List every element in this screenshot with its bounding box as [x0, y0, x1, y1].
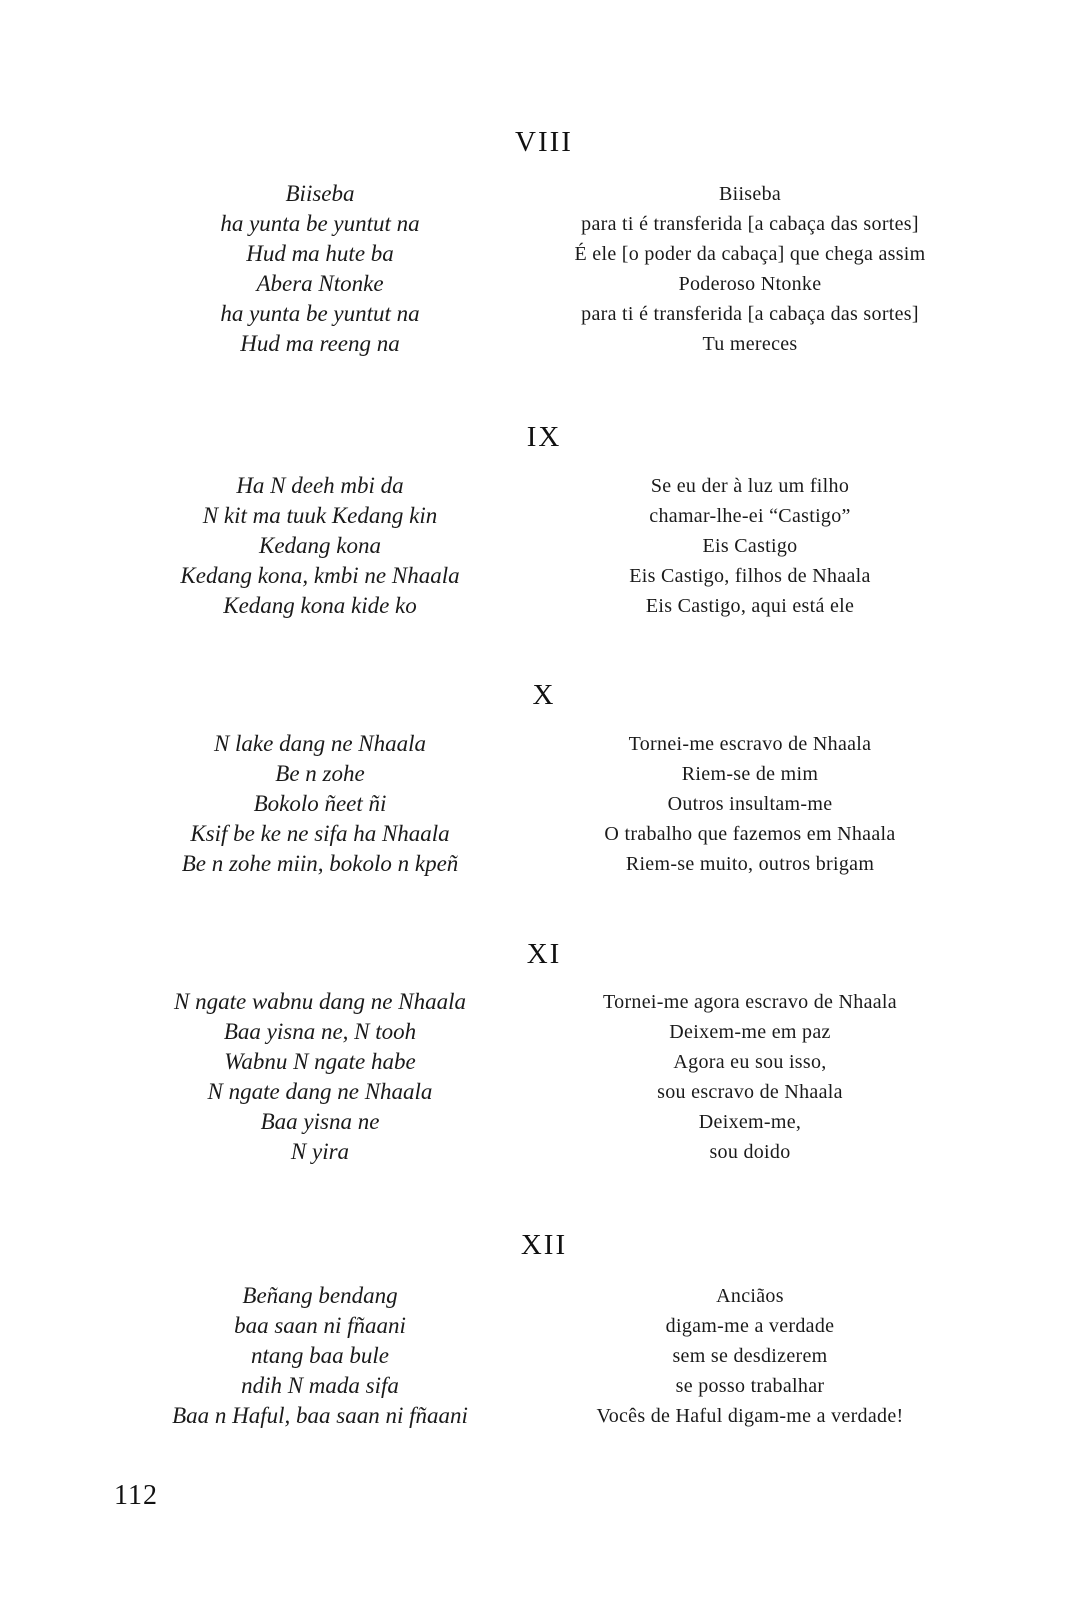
translation-stanza: [540, 987, 960, 1167]
translation-line: para ti é transferida [a cabaça das sortes]: [581, 213, 919, 235]
translation-line: chamar-lhe-ei “Castigo”: [649, 505, 851, 527]
original-line: ha yunta be yuntut na: [220, 211, 420, 236]
translation-line: Poderoso Ntonke: [678, 273, 822, 295]
original-line: Hud ma hute ba: [246, 241, 394, 266]
original-stanza: [120, 1281, 520, 1431]
translation-line: Eis Castigo, filhos de Nhaala: [629, 565, 871, 587]
page-number: 112: [114, 1480, 158, 1511]
original-stanza: [120, 987, 520, 1167]
original-line: Ksif be ke ne sifa ha Nhaala: [190, 821, 450, 846]
translation-stanza: [540, 1281, 960, 1431]
original-line: Ha N deeh mbi da: [236, 473, 404, 498]
translation-stanza: [540, 179, 960, 359]
original-line: N ngate wabnu dang ne Nhaala: [174, 989, 466, 1014]
original-stanza: [120, 729, 520, 879]
original-line: ndih N mada sifa: [241, 1373, 399, 1398]
translation-line: Outros insultam-me: [667, 793, 833, 815]
original-line: Biiseba: [285, 181, 355, 206]
section-numeral: XI: [526, 938, 562, 970]
original-line: Bokolo ñeet ñi: [253, 791, 387, 816]
section-numeral: XII: [520, 1229, 568, 1261]
translation-line: Eis Castigo, aqui está ele: [645, 595, 855, 617]
original-line: Baa n Haful, baa saan ni fñaani: [172, 1403, 468, 1428]
translation-line: digam-me a verdade: [665, 1315, 835, 1337]
original-line: N kit ma tuuk Kedang kin: [202, 503, 438, 528]
original-line: Baa yisna ne: [260, 1109, 380, 1134]
original-line: Beñang bendang: [242, 1283, 398, 1308]
translation-line: Deixem-me em paz: [669, 1021, 831, 1043]
translation-line: Eis Castigo: [702, 535, 798, 557]
translation-line: Riem-se muito, outros brigam: [625, 853, 875, 875]
translation-line: Se eu der à luz um filho: [650, 475, 850, 497]
translation-line: sou doido: [709, 1141, 791, 1163]
original-line: ntang baa bule: [251, 1343, 389, 1368]
translation-line: Tu mereces: [702, 333, 798, 355]
section-numeral: X: [532, 679, 556, 711]
original-line: N ngate dang ne Nhaala: [207, 1079, 433, 1104]
original-line: baa saan ni fñaani: [234, 1313, 406, 1338]
translation-stanza: [540, 729, 960, 879]
original-line: ha yunta be yuntut na: [220, 301, 420, 326]
translation-stanza: [540, 471, 960, 621]
original-line: Kedang kona, kmbi ne Nhaala: [180, 563, 460, 588]
translation-line: Agora eu sou isso,: [673, 1051, 827, 1073]
original-stanza: [120, 471, 520, 621]
original-line: Baa yisna ne, N tooh: [223, 1019, 417, 1044]
translation-line: Riem-se de mim: [681, 763, 819, 785]
translation-line: sou escravo de Nhaala: [657, 1081, 843, 1103]
original-line: Wabnu N ngate habe: [224, 1049, 416, 1074]
original-line: Hud ma reeng na: [240, 331, 400, 356]
original-line: N yira: [290, 1139, 350, 1164]
translation-line: se posso trabalhar: [675, 1375, 825, 1397]
translation-line: Vocês de Haful digam-me a verdade!: [596, 1405, 904, 1427]
translation-line: É ele [o poder da cabaça] que chega assim: [574, 243, 926, 265]
translation-line: O trabalho que fazemos em Nhaala: [604, 823, 896, 845]
original-stanza: [120, 179, 520, 359]
translation-line: Biiseba: [718, 183, 782, 205]
original-line: N lake dang ne Nhaala: [213, 731, 427, 756]
original-line: Kedang kona: [258, 533, 381, 558]
translation-line: Tornei-me agora escravo de Nhaala: [603, 991, 897, 1013]
translation-line: Anciãos: [716, 1285, 784, 1307]
translation-line: Deixem-me,: [698, 1111, 802, 1133]
section-numeral: VIII: [515, 126, 573, 158]
translation-line: sem se desdizerem: [672, 1345, 828, 1367]
translation-line: para ti é transferida [a cabaça das sortes]: [581, 303, 919, 325]
original-line: Be n zohe miin, bokolo n kpeñ: [181, 851, 459, 876]
original-line: Be n zohe: [275, 761, 365, 786]
original-line: Kedang kona kide ko: [223, 593, 417, 618]
section-numeral: IX: [526, 421, 562, 453]
translation-line: Tornei-me escravo de Nhaala: [628, 733, 872, 755]
original-line: Abera Ntonke: [256, 271, 384, 296]
